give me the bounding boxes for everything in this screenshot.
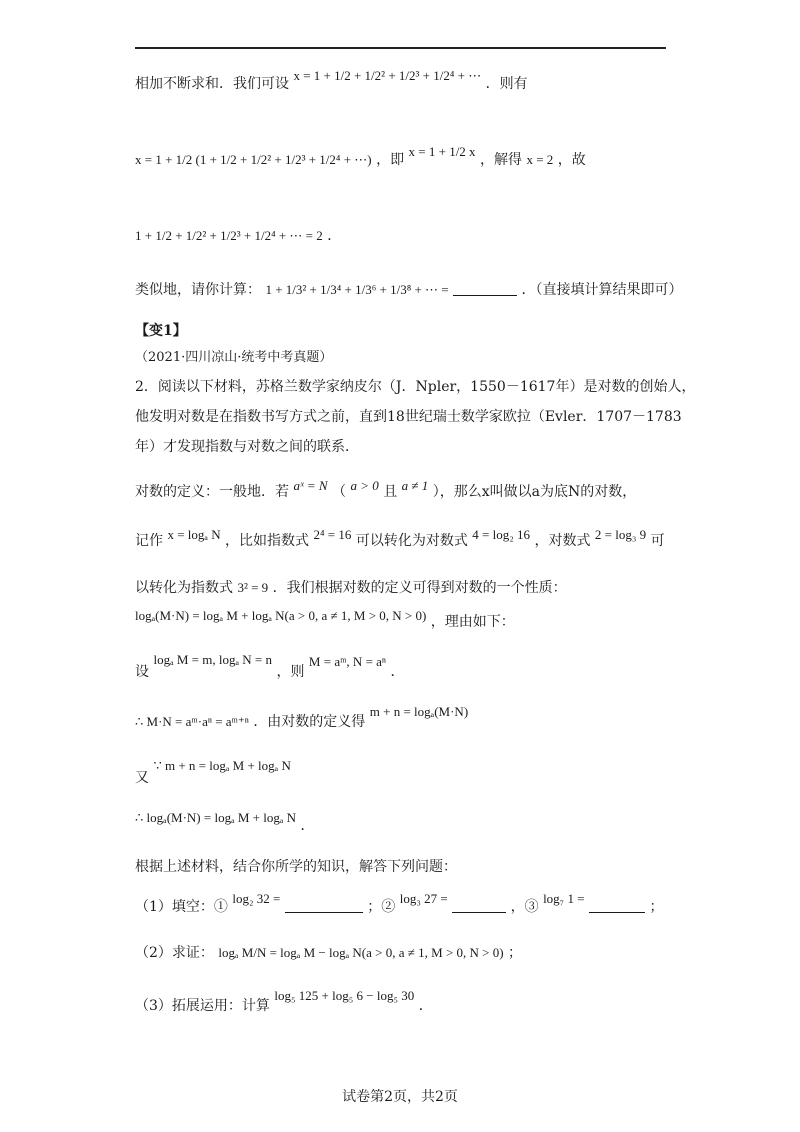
proof-step-1: 设 logₐ M = m, logₐ N = n ，则 M = aᵐ, N = aⁿ ． [135, 652, 405, 680]
answer-blank-3[interactable] [589, 898, 645, 913]
intro-line-4: 类似地，请你计算： 1 + 1/3² + 1/3⁴ + 1/3⁶ + 1/3⁸ + ⋯ = ．（直接填计算结果即可） [135, 282, 683, 298]
answer-blank[interactable] [453, 281, 517, 296]
question-1: （1）填空：① log₂ 32 = ；② log₃ 27 = ，③ log₇ 1 = ； [135, 891, 664, 915]
series-question-formula: 1 + 1/3² + 1/3⁴ + 1/3⁶ + 1/3⁸ + ⋯ = [265, 282, 449, 297]
proof-step-4: ∴ logₐ(M·N) = logₐ M + logₐ N ． [135, 810, 315, 834]
answer-blank-1[interactable] [285, 898, 363, 913]
notation-line: 记作 x = logₐ N ，比如指数式 2⁴ = 16 可以转化为对数式 4 = log₂ 16 ，对数式 2 = log₃ 9 可 [135, 527, 665, 549]
source-label: （2021·四川凉山·统考中考真题） [135, 350, 333, 365]
intro-line-3: 1 + 1/2 + 1/2² + 1/2³ + 1/2⁴ + ⋯ = 2 ． [135, 228, 342, 244]
answer-blank-2[interactable] [452, 898, 506, 913]
intro-line-2: x = 1 + 1/2 (1 + 1/2 + 1/2² + 1/2³ + 1/2⁴ + ⋯) ，即 x = 1 + 1/2 x ，解得 x = 2 ，故 [135, 144, 586, 168]
question-3: （3）拓展运用：计算 log₅ 125 + log₅ 6 − log₅ 30 ． [135, 988, 433, 1014]
variant-label: 【变1】 [135, 323, 187, 339]
proof-step-3: 又 ∵ m + n = logₐ M + logₐ N [135, 758, 291, 786]
definition-line: 对数的定义：一般地．若 aˣ = N （ a > 0 且 a ≠ 1 ），那么x叫做以a为底N的对数， [135, 478, 637, 500]
header-rule [135, 47, 666, 49]
conversion-line: 以转化为指数式 3² = 9 ．我们根据对数的定义可得到对数的一个性质： [135, 580, 567, 596]
question-2: （2）求证： logₐ M/N = logₐ M − logₐ N(a > 0, a ≠ 1, M > 0, N > 0) ； [135, 945, 523, 961]
problem2-line-1: 2．阅读以下材料，苏格兰数学家纳皮尔（J．Npler，1550－1617年）是对数的创始人， [135, 379, 696, 395]
series-recursion-formula: x = 1 + 1/2 (1 + 1/2 + 1/2² + 1/2³ + 1/2⁴ + ⋯) [135, 152, 372, 167]
solution-formula: x = 2 [526, 152, 554, 167]
equation-formula: x = 1 + 1/2 x [408, 144, 476, 159]
intro-line-1: 相加不断求和．我们可设 x = 1 + 1/2 + 1/2² + 1/2³ + 1/2⁴ + ⋯ ．则有 [135, 68, 528, 92]
log-property-formula: logₐ(M·N) = logₐ M + logₐ N(a > 0, a ≠ 1, M > 0, N > 0) [135, 608, 427, 623]
quotient-log-formula: logₐ M/N = logₐ M − logₐ N(a > 0, a ≠ 1, M > 0, N > 0) [218, 945, 504, 960]
problem2-line-3: 年）才发现指数与对数之间的联系． [135, 439, 359, 455]
series-definition-formula: x = 1 + 1/2 + 1/2² + 1/2³ + 1/2⁴ + ⋯ [293, 68, 482, 83]
series-sum-formula: 1 + 1/2 + 1/2² + 1/2³ + 1/2⁴ + ⋯ = 2 [135, 228, 323, 243]
problem2-line-2: 他发明对数是在指数书写方式之前，直到18世纪瑞士数学家欧拉（Evler．1707－1783 [135, 409, 682, 425]
proof-step-2: ∴ M·N = aᵐ·aⁿ = aᵐ⁺ⁿ ．由对数的定义得 m + n = logₐ(M·N) [135, 704, 469, 730]
page-footer: 试卷第2页，共2页 [342, 1089, 458, 1105]
property-line: logₐ(M·N) = logₐ M + logₐ N(a > 0, a ≠ 1, M > 0, N > 0) ，理由如下： [135, 608, 515, 630]
instruction-line: 根据上述材料，结合你所学的知识，解答下列问题： [135, 859, 457, 875]
